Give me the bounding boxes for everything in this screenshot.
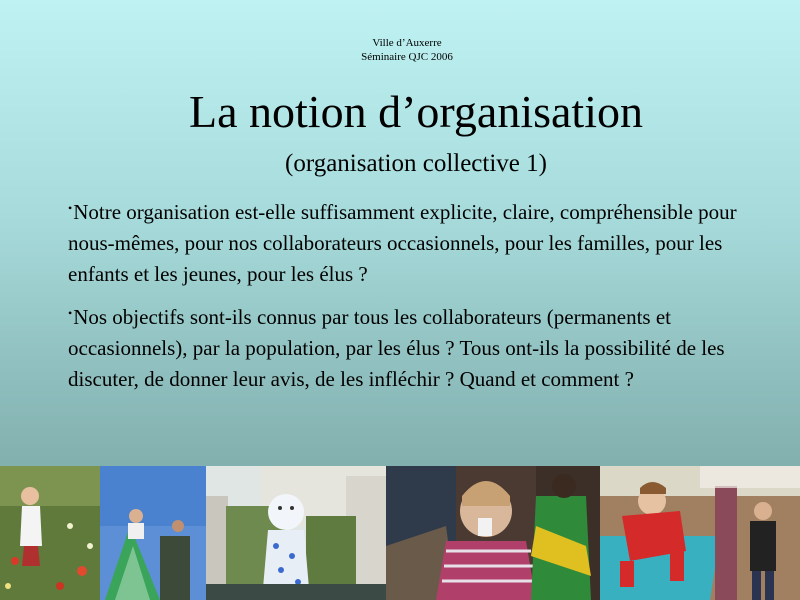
- header-city: Ville d’Auxerre: [372, 37, 442, 49]
- bullet-marker: •: [68, 306, 73, 320]
- header-seminar: Séminaire QJC 2006: [361, 51, 453, 63]
- bullet-marker: •: [68, 201, 73, 215]
- photo-child-in-meadow: [0, 466, 100, 600]
- photo-climbing-sculpture: [100, 466, 206, 600]
- bullet-item-1: [68, 193, 768, 290]
- slide-header: [0, 36, 800, 64]
- slide-title: La notion d’organisation: [189, 86, 643, 137]
- bullet-text-2: Nos objectifs sont-ils connus par tous les collaborateurs (permanents et occasionnels), par la population, par les élus ? Tous ont-ils la possibilité de les discuter, de donner leur avis, de les infléchir ? Quand et comment ?: [68, 305, 725, 391]
- photo-strip: [0, 466, 800, 600]
- bullet-text-1: Notre organisation est-elle suffisamment explicite, claire, compréhensible pour nous-mêmes, pour nos collaborateurs occasionnels, pour les familles, pour les enfants et les jeunes, pour les élus ?: [68, 200, 737, 286]
- photo-child-crawling: [600, 466, 800, 600]
- photo-child-drinking: [386, 466, 600, 600]
- photo-parade-figure: [206, 466, 386, 600]
- slide-subtitle: (organisation collective 1): [285, 150, 547, 177]
- bullet-item-2: [68, 298, 768, 395]
- bullet-list: [68, 193, 768, 403]
